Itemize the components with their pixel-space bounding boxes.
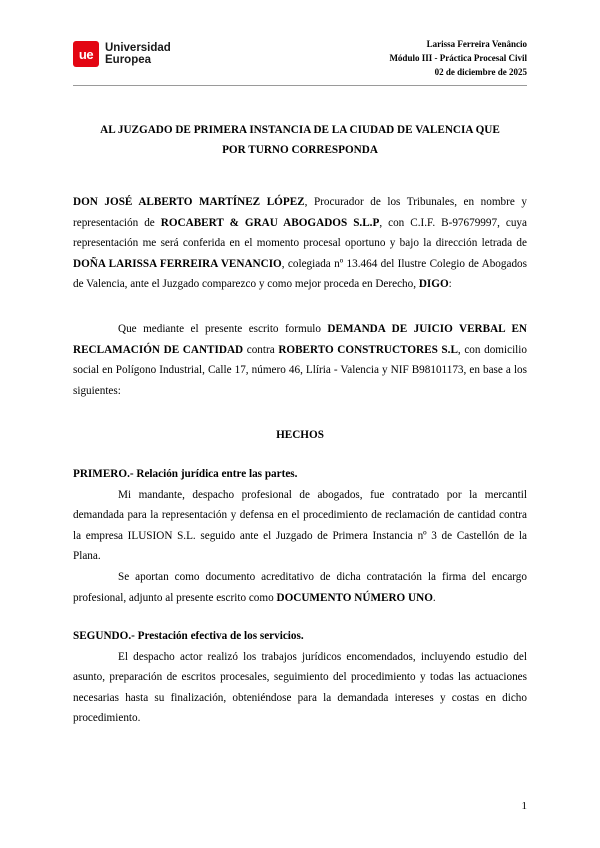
document-title [73, 120, 527, 160]
logo-line1: Universidad [105, 42, 171, 54]
logo-text [105, 42, 171, 66]
document-header [389, 37, 527, 79]
demand-paragraph [73, 319, 527, 401]
primero-heading: PRIMERO.- Relación jurídica entre las partes. [73, 467, 298, 480]
logo-line2: Europea [105, 54, 152, 66]
procurador-name: DON JOSÉ ALBERTO MARTÍNEZ LÓPEZ [73, 196, 305, 208]
title-line2: POR TURNO CORRESPONDA [222, 144, 378, 156]
demand-text-2: contra [243, 343, 279, 356]
university-logo [73, 41, 171, 67]
hechos-heading: HECHOS [276, 429, 324, 442]
intro-text-2: , con C.I.F. B-97679997, cuya representación me será conferida en el momento procesal oportuno y bajo la dirección letrada de [73, 216, 527, 250]
defendant-name: ROBERTO CONSTRUCTORES S.L [278, 343, 458, 356]
header-date: 02 de diciembre de 2025 [434, 67, 527, 77]
primero-paragraph-1: Mi mandante, despacho profesional de abogados, fue contratado por la mercantil demandada para la representación y defensa en el procedimiento de reclamación de cantidad contra la empresa ILUSION S.L. seguido ante el Juzgado de Primera Instancia nº 3 de Castellón de la Plana. [73, 488, 527, 563]
letrada-name: DOÑA LARISSA FERREIRA VENANCIO [73, 257, 282, 270]
document-body [73, 120, 527, 729]
header-divider [73, 85, 527, 86]
primero-p2-text: Se aportan como documento acreditativo de dicha contratación la firma del encargo profesional, adjunto al presente escrito como [73, 570, 527, 604]
demand-text-3: , con domicilio social en Polígono Industrial, Calle 17, número 46, Llíria - Valencia y NIF B98101173, en base a los siguientes: [73, 343, 527, 397]
header-author: Larissa Ferreira Venâncio [426, 39, 527, 49]
demand-type: DEMANDA DE JUICIO VERBAL EN RECLAMACIÓN DE CANTIDAD [73, 322, 527, 356]
primero-paragraph-2 [73, 567, 527, 608]
segundo-paragraph-1: El despacho actor realizó los trabajos jurídicos encomendados, incluyendo estudio del asunto, preparación de escritos procesales, seguimiento del procedimiento y todas las actuaciones necesarias hasta su finalización, obteniéndose para la demandada intereses y costas en dicho procedimiento. [73, 650, 527, 725]
title-line1: AL JUZGADO DE PRIMERA INSTANCIA DE LA CIUDAD DE VALENCIA QUE [100, 124, 500, 136]
firm-name: ROCABERT & GRAU ABOGADOS S.L.P [160, 216, 380, 229]
intro-text-1: , Procurador de los Tribunales, en nombre y representación de [73, 196, 527, 229]
intro-paragraph [73, 192, 527, 295]
logo-mark-icon: ue [73, 41, 99, 67]
header-course: Módulo III - Práctica Procesal Civil [389, 53, 527, 63]
intro-text-4: : [448, 278, 452, 291]
segundo-heading: SEGUNDO.- Prestación efectiva de los servicios. [73, 630, 304, 643]
page-number: 1 [521, 800, 527, 812]
demand-text-1: Que mediante el presente escrito formulo [118, 322, 328, 335]
document-reference: DOCUMENTO NÚMERO UNO [276, 591, 433, 604]
intro-text-3: , colegiada nº 13.464 del Ilustre Colegio de Abogados de Valencia, ante el Juzgado comparezco y como mejor proceda en Derecho, [73, 257, 527, 291]
digo-word: DIGO [418, 278, 449, 291]
primero-p2-end: . [432, 591, 436, 604]
